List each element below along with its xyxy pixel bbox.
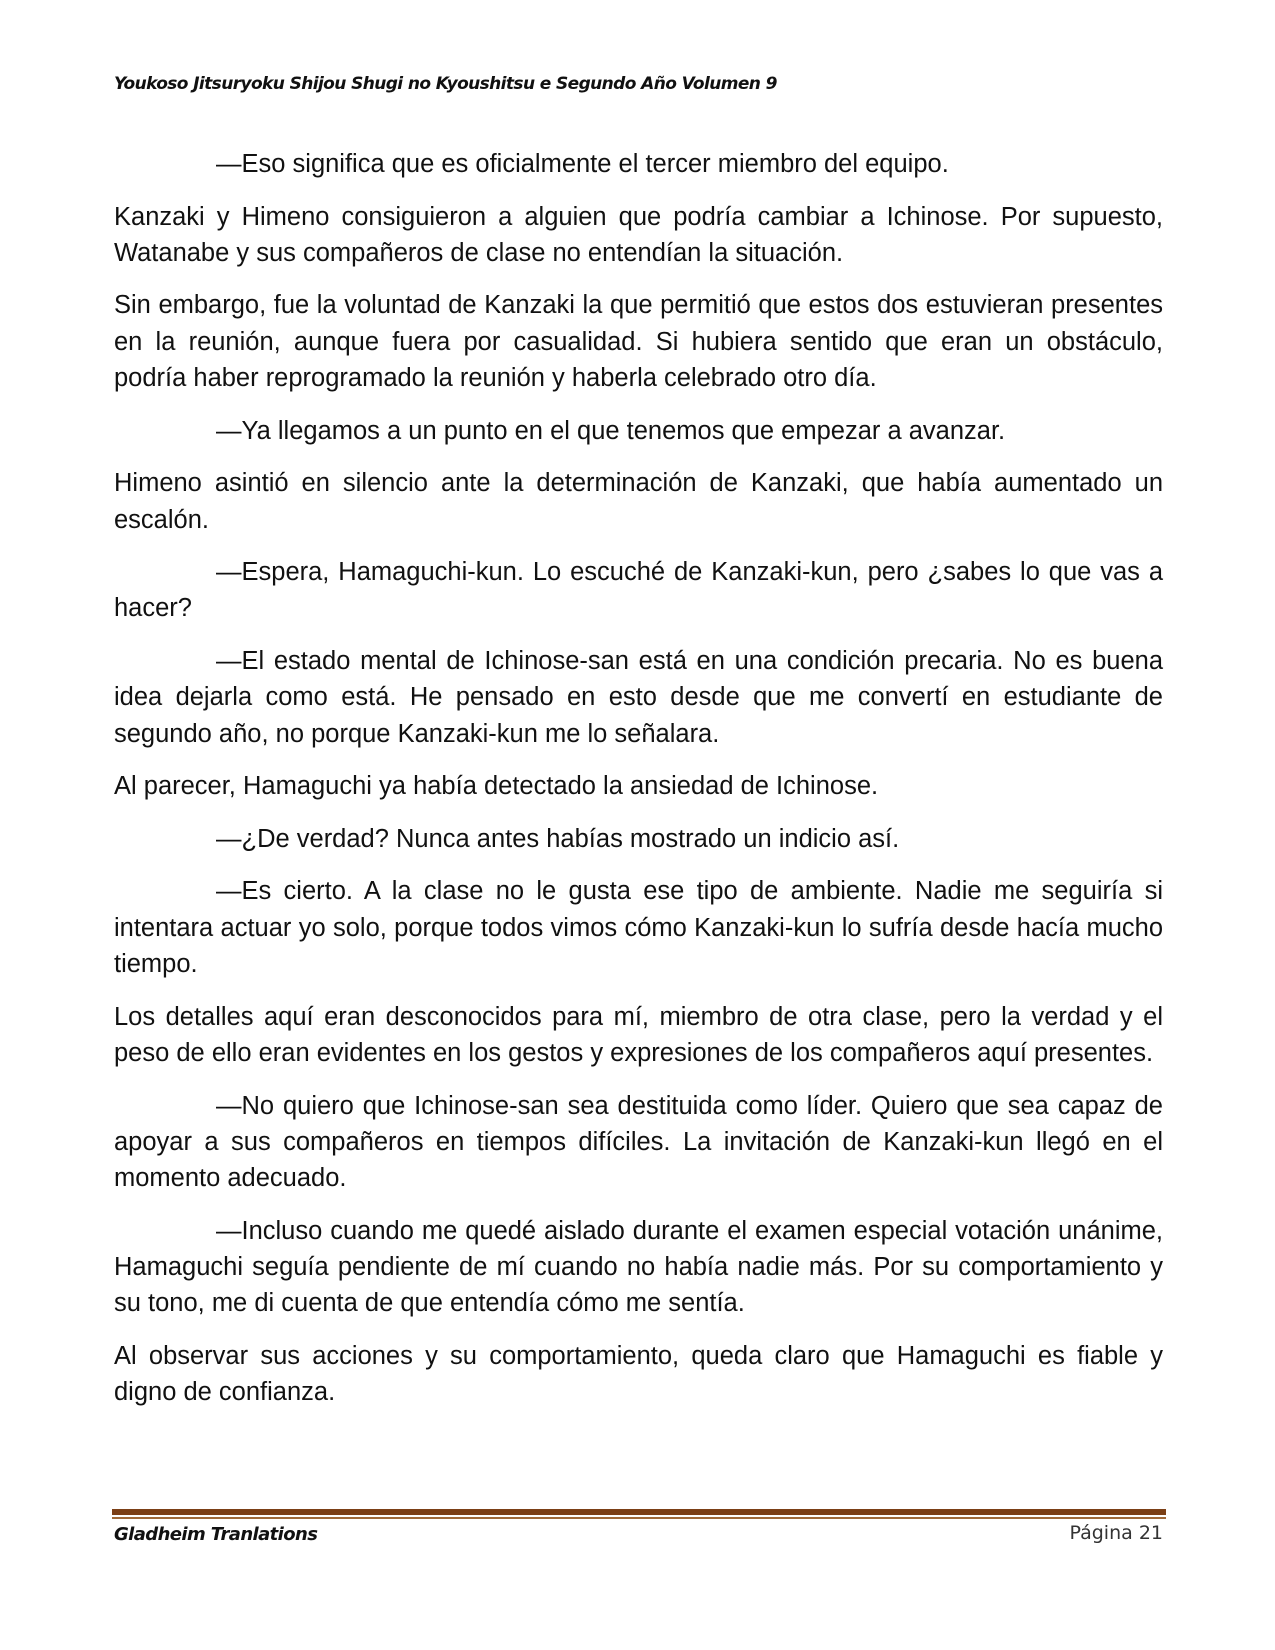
paragraph: —¿De verdad? Nunca antes habías mostrado un indicio así. bbox=[216, 824, 900, 853]
paragraph: Los detalles aquí eran desconocidos para mí, miembro de otra clase, pero la verdad y el peso de ello eran evidentes en los gestos y expresiones de los compañeros aquí presentes. bbox=[114, 1002, 1163, 1067]
paragraph: —Eso significa que es oficialmente el tercer miembro del equipo. bbox=[216, 150, 949, 178]
footer-rule bbox=[112, 1509, 1166, 1515]
page-label: Página bbox=[1069, 1522, 1133, 1544]
paragraph: Al observar sus acciones y su comportamiento, queda claro que Hamaguchi es fiable y digno de confianza. bbox=[114, 1341, 1163, 1407]
paragraph: —Ya llegamos a un punto en el que tenemos que empezar a avanzar. bbox=[216, 416, 1006, 445]
paragraph: Al parecer, Hamaguchi ya había detectado la ansiedad de Ichinose. bbox=[114, 772, 879, 801]
paragraph: —Espera, Hamaguchi-kun. Lo escuché de Kanzaki-kun, pero ¿sabes lo que vas a hacer? bbox=[114, 558, 1163, 623]
paragraph: —No quiero que Ichinose-san sea destituida como líder. Quiero que sea capaz de apoyar a sus compañeros en tiempos difíciles. La invitación de Kanzaki-kun llegó en el momento adecuado. bbox=[114, 1091, 1163, 1193]
paragraph: —Incluso cuando me quedé aislado durante el examen especial votación unánime, Hamaguchi seguía pendiente de mí cuando no había nadie más. Por su comportamiento y su tono, me di cuenta de que entendía cómo me sentía. bbox=[114, 1216, 1163, 1318]
paragraph: Himeno asintió en silencio ante la determinación de Kanzaki, que había aumentado un escalón. bbox=[114, 469, 1163, 534]
paragraph: Kanzaki y Himeno consiguieron a alguien que podría cambiar a Ichinose. Por supuesto, Watanabe y sus compañeros de clase no entendían la situación. bbox=[114, 202, 1163, 267]
footer-credit: Gladheim Tranlations bbox=[114, 1524, 318, 1545]
running-header: Youkoso Jitsuryoku Shijou Shugi no Kyoushitsu e Segundo Año Volumen 9 bbox=[114, 74, 777, 94]
paragraph: —El estado mental de Ichinose-san está en una condición precaria. No es buena idea dejarla como está. He pensado en esto desde que me convertí en estudiante de segundo año, no porque Kanzaki-kun me lo señalara. bbox=[114, 647, 1163, 748]
page-number-value: 21 bbox=[1138, 1522, 1163, 1544]
page-body bbox=[114, 146, 1163, 1427]
paragraph: —Es cierto. A la clase no le gusta ese tipo de ambiente. Nadie me seguiría si intentara actuar yo solo, porque todos vimos cómo Kanzaki-kun lo sufría desde hacía mucho tiempo. bbox=[114, 877, 1163, 979]
page-number bbox=[1069, 1522, 1163, 1544]
footer-rule-thin bbox=[112, 1517, 1166, 1519]
paragraph: Sin embargo, fue la voluntad de Kanzaki la que permitió que estos dos estuvieran presentes en la reunión, aunque fuera por casualidad. Si hubiera sentido que eran un obstáculo, podría haber reprogramado la reunión y haberla celebrado otro día. bbox=[114, 291, 1163, 393]
